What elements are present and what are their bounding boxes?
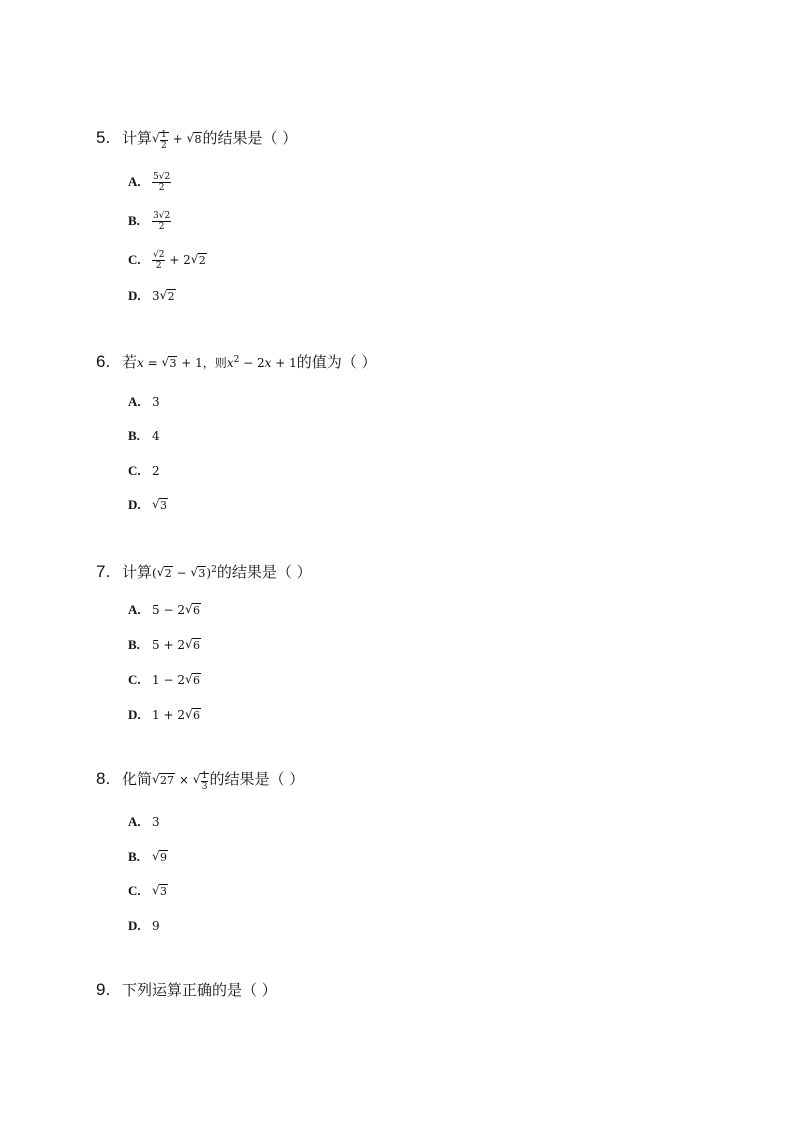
question-suffix: 的结果是（ ） — [202, 129, 298, 147]
question-suffix: 的结果是（ ） — [216, 563, 312, 581]
option-d — [128, 917, 160, 936]
option-label: C. — [128, 672, 141, 687]
question-prefix: 若 — [122, 353, 138, 371]
question-prefix: 化简 — [122, 770, 153, 788]
question-6 — [96, 350, 377, 374]
option-c — [128, 882, 168, 901]
option-c — [128, 462, 160, 481]
question-5 — [96, 128, 297, 151]
question-suffix: 的值为（ ） — [296, 353, 377, 371]
option-b — [128, 211, 171, 232]
option-value: 2 — [152, 464, 160, 478]
option-a — [128, 172, 171, 193]
option-value: 3 — [152, 815, 160, 829]
question-expression: x = √ 3 + 1，则$x^2 - 2x + 1$ — [137, 355, 297, 370]
option-b — [128, 848, 168, 867]
option-value: 5 + 2 √ 6 — [152, 637, 200, 652]
question-prefix: 下列运算正确的是（ ） — [122, 981, 277, 999]
option-a — [128, 601, 201, 620]
option-label: D. — [128, 918, 141, 933]
question-suffix: 的结果是（ ） — [209, 770, 305, 788]
option-value: 5 − 2 √ 6 — [152, 602, 200, 617]
option-value: 1 − 2 √ 6 — [152, 672, 200, 687]
option-label: A. — [128, 394, 141, 409]
option-label: B. — [128, 213, 140, 228]
option-value: √ 3 — [152, 497, 167, 512]
option-value: 9 — [152, 919, 160, 933]
question-prefix: 计算 — [122, 129, 153, 147]
option-b — [128, 427, 160, 446]
option-d — [128, 496, 168, 515]
option-d — [128, 706, 201, 725]
option-label: B. — [128, 637, 140, 652]
option-c — [128, 671, 201, 690]
option-value: 1 + 2 √ 6 — [152, 707, 200, 722]
option-label: B. — [128, 428, 140, 443]
option-value: $\frac{√2}{2}$ + 2 √ 2 — [153, 250, 206, 271]
option-value: 3 √ 2 — [152, 288, 175, 303]
option-value: √ 3 — [152, 883, 167, 898]
option-label: C. — [128, 883, 141, 898]
option-d — [128, 287, 176, 306]
question-number: 8. — [96, 769, 111, 788]
question-expression: √ 27 × √ $\frac{1}{3}$ — [152, 770, 208, 792]
option-label: D. — [128, 497, 141, 512]
question-expression: ( √ 2 − √ 3)$^2$ — [152, 565, 217, 580]
question-7 — [96, 560, 312, 584]
question-number: 7. — [96, 562, 111, 581]
option-value: $\frac{5√2}{2}$ — [153, 172, 171, 193]
option-value: 4 — [152, 429, 160, 443]
question-number: 9. — [96, 980, 111, 999]
option-b — [128, 636, 201, 655]
option-a — [128, 813, 160, 832]
option-label: A. — [128, 174, 141, 189]
option-label: D. — [128, 288, 141, 303]
question-8 — [96, 769, 304, 792]
option-label: A. — [128, 602, 141, 617]
question-number: 6. — [96, 352, 111, 371]
option-a — [128, 393, 160, 412]
option-label: C. — [128, 252, 141, 267]
question-prefix: 计算 — [122, 563, 153, 581]
option-label: A. — [128, 814, 141, 829]
option-value: 3 — [152, 395, 160, 409]
question-expression: √ $\frac{1}{2}$ + √ 8 — [152, 129, 202, 151]
option-value: √ 9 — [152, 849, 167, 864]
option-label: B. — [128, 849, 140, 864]
option-label: C. — [128, 463, 141, 478]
option-label: D. — [128, 707, 141, 722]
question-number: 5. — [96, 128, 111, 147]
question-9 — [96, 980, 277, 1000]
option-value: $\frac{3√2}{2}$ — [153, 211, 171, 232]
option-c — [128, 250, 207, 271]
